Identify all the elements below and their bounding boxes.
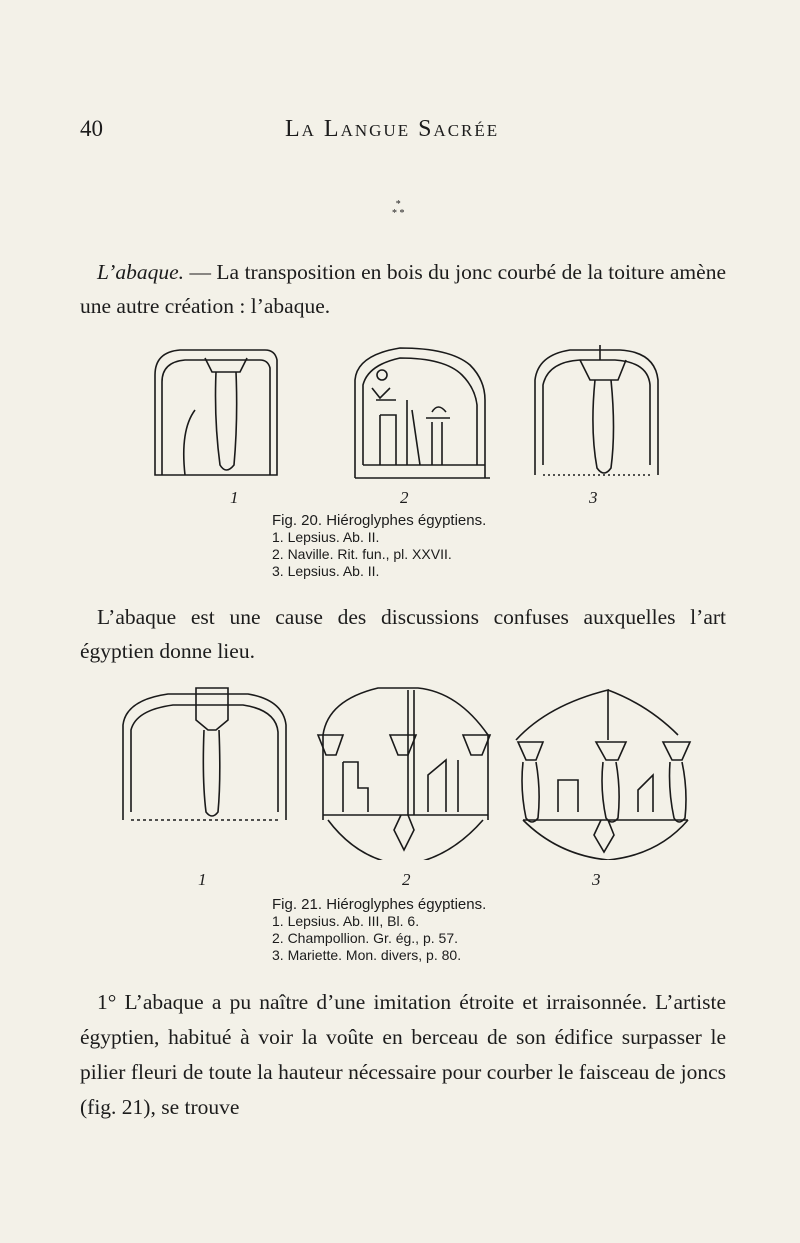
fig21-glyph-2	[318, 688, 490, 860]
figure-20-caption	[272, 512, 486, 580]
section-ornament	[392, 200, 405, 218]
intro-text: — La transposition en bois du jonc courbé de la toiture amène une autre création : l’abaque.	[80, 260, 726, 318]
fig21-glyph-3	[516, 690, 690, 860]
fig20-glyph-2	[355, 348, 490, 478]
fig21-source-3: 3. Mariette. Mon. divers, p. 80.	[272, 947, 462, 963]
fig20-glyph-1	[155, 350, 277, 475]
fig20-source-1: 1. Lepsius. Ab. II.	[272, 529, 380, 545]
fig21-label-2: 2	[402, 870, 411, 889]
fig20-source-2: 2. Naville. Rit. fun., pl. XXVII.	[272, 546, 452, 562]
figure-21-caption	[272, 896, 486, 964]
fig21-label-1: 1	[198, 870, 207, 889]
fig21-glyph-1	[123, 688, 286, 820]
fig20-label-1: 1	[230, 488, 239, 507]
page-number: 40	[80, 116, 103, 141]
intro-title: L’abaque.	[97, 260, 184, 284]
ornament-stars-bottom: * *	[392, 208, 405, 219]
running-title: La Langue Sacrée	[285, 116, 500, 142]
ornament-star-top: *	[395, 199, 401, 210]
fig21-source-2: 2. Champollion. Gr. ég., p. 57.	[272, 930, 458, 946]
fig20-source-3: 3. Lepsius. Ab. II.	[272, 563, 380, 579]
paragraph-3	[80, 985, 726, 1125]
fig21-label-3: 3	[592, 870, 601, 889]
fig20-caption-title: Fig. 20. Hiéroglyphes égyptiens.	[272, 512, 487, 529]
fig21-caption-title: Fig. 21. Hiéroglyphes égyptiens.	[272, 896, 487, 913]
paragraph-3-text: 1° L’abaque a pu naître d’une imitation étroite et irraisonnée. L’artiste égyptien, habitué à voir la voûte en berceau de son édifice surpasser le pilier fleuri de toute la hauteur nécessaire pour courber le faisceau de joncs (fig. 21), se trouve	[80, 990, 726, 1119]
intro-paragraph	[80, 255, 726, 323]
paragraph-2-text: L’abaque est une cause des discussions confuses auxquelles l’art égyptien donne lieu.	[80, 605, 726, 663]
fig20-label-3: 3	[589, 488, 598, 507]
fig20-glyph-3	[535, 345, 658, 475]
fig20-label-2: 2	[400, 488, 409, 507]
paragraph-2	[80, 600, 726, 668]
fig21-source-1: 1. Lepsius. Ab. III, Bl. 6.	[272, 913, 420, 929]
figure-20-illustration	[150, 340, 670, 485]
figure-21-illustration	[118, 680, 698, 860]
